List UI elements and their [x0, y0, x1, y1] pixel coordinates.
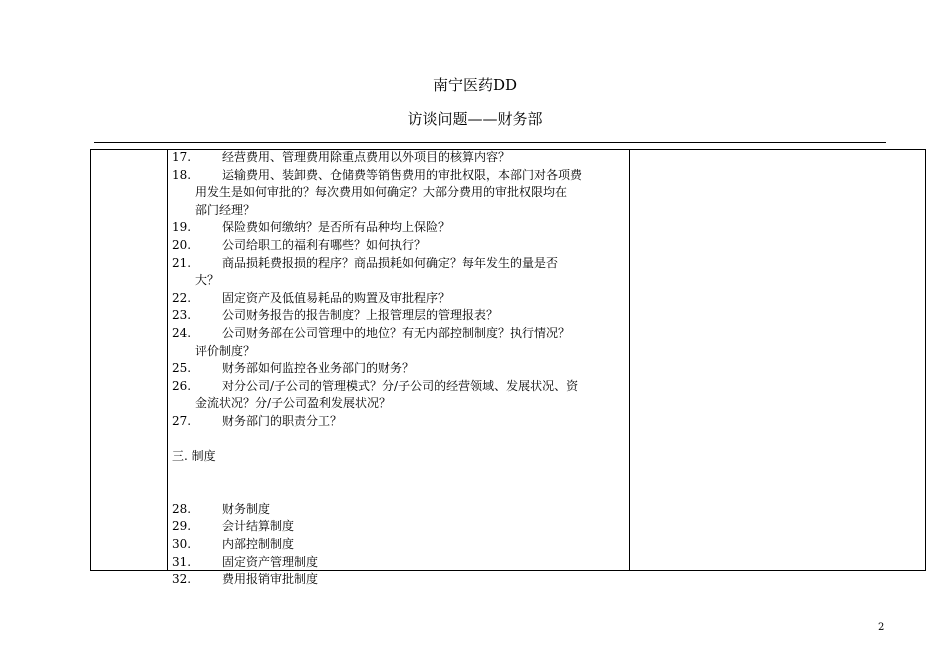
- header-rule: [94, 142, 886, 143]
- question-text: 运输费用、装卸费、仓储费等销售费用的审批权限，本部门对各项费: [222, 167, 583, 182]
- policy-item: [172, 518, 626, 536]
- question-text: 金流状况？分/子公司盈利发展状况？: [195, 396, 392, 411]
- question-line: [172, 272, 626, 290]
- question-line: [172, 237, 626, 255]
- page-number: 2: [878, 622, 885, 633]
- document-title: 南宁医药DD: [432, 76, 518, 94]
- spacer: [172, 466, 626, 484]
- question-text: 财务部门的职责分工？: [222, 413, 343, 428]
- spacer: [172, 483, 626, 501]
- policy-text: 会计结算制度: [222, 519, 295, 534]
- question-list: [172, 149, 626, 589]
- question-text: 公司给职工的福利有哪些？如何执行？: [222, 237, 427, 252]
- question-line: [172, 184, 626, 202]
- document-subtitle: 访谈问题——财务部: [407, 110, 543, 128]
- question-line: [172, 343, 626, 361]
- policy-text: 固定资产管理制度: [222, 554, 319, 569]
- question-line: [172, 307, 626, 325]
- policy-item: [172, 571, 626, 589]
- policy-item: [172, 536, 626, 554]
- question-number: 19.: [172, 220, 192, 235]
- column-divider-left: [167, 150, 168, 570]
- policy-number: 28.: [172, 501, 192, 516]
- question-number: 27.: [172, 413, 192, 428]
- question-line: [172, 395, 626, 413]
- question-number: 24.: [172, 325, 192, 340]
- question-number: 26.: [172, 378, 192, 393]
- question-number: 25.: [172, 361, 192, 376]
- spacer: [172, 431, 626, 449]
- question-line: [172, 325, 626, 343]
- policy-item: [172, 554, 626, 572]
- question-text: 商品损耗费报损的程序？商品损耗如何确定？每年发生的量是否: [222, 255, 559, 270]
- question-number: 22.: [172, 290, 192, 305]
- question-number: 20.: [172, 237, 192, 252]
- question-line: [172, 255, 626, 273]
- question-line: [172, 378, 626, 396]
- question-text: 大？: [195, 273, 220, 288]
- column-divider-right: [629, 150, 630, 570]
- question-number: 23.: [172, 308, 192, 323]
- question-number: 18.: [172, 167, 192, 182]
- question-number: 21.: [172, 255, 192, 270]
- policy-number: 29.: [172, 519, 192, 534]
- policy-text: 费用报销审批制度: [222, 572, 319, 587]
- question-line: [172, 167, 626, 185]
- question-number: 17.: [172, 150, 192, 164]
- policy-number: 30.: [172, 537, 192, 552]
- question-text: 用发生是如何审批的？每次费用如何确定？大部分费用的审批权限均在: [195, 185, 568, 200]
- question-line: [172, 219, 626, 237]
- policy-text: 财务制度: [222, 501, 271, 516]
- question-text: 部门经理？: [195, 202, 256, 217]
- question-text: 经营费用、管理费用除重点费用以外项目的核算内容？: [222, 150, 511, 164]
- question-line: [172, 149, 626, 167]
- question-line: [172, 202, 626, 220]
- policy-text: 内部控制制度: [222, 537, 295, 552]
- question-text: 公司财务部在公司管理中的地位？有无内部控制制度？执行情况？: [222, 325, 571, 340]
- question-line: [172, 290, 626, 308]
- question-text: 固定资产及低值易耗品的购置及审批程序？: [222, 290, 451, 305]
- question-text: 对分公司/子公司的管理模式？分/子公司的经营领域、发展状况、资: [222, 378, 579, 393]
- policy-number: 32.: [172, 572, 192, 587]
- policy-item: [172, 501, 626, 519]
- question-text: 公司财务报告的报告制度？上报管理层的管理报表？: [222, 308, 499, 323]
- policy-number: 31.: [172, 554, 192, 569]
- question-line: [172, 360, 626, 378]
- question-text: 保险费如何缴纳？是否所有品种均上保险？: [222, 220, 451, 235]
- question-text: 评价制度？: [195, 343, 256, 358]
- question-line: [172, 413, 626, 431]
- section-heading: 三. 制度: [172, 449, 216, 464]
- question-text: 财务部如何监控各业务部门的财务？: [222, 361, 415, 376]
